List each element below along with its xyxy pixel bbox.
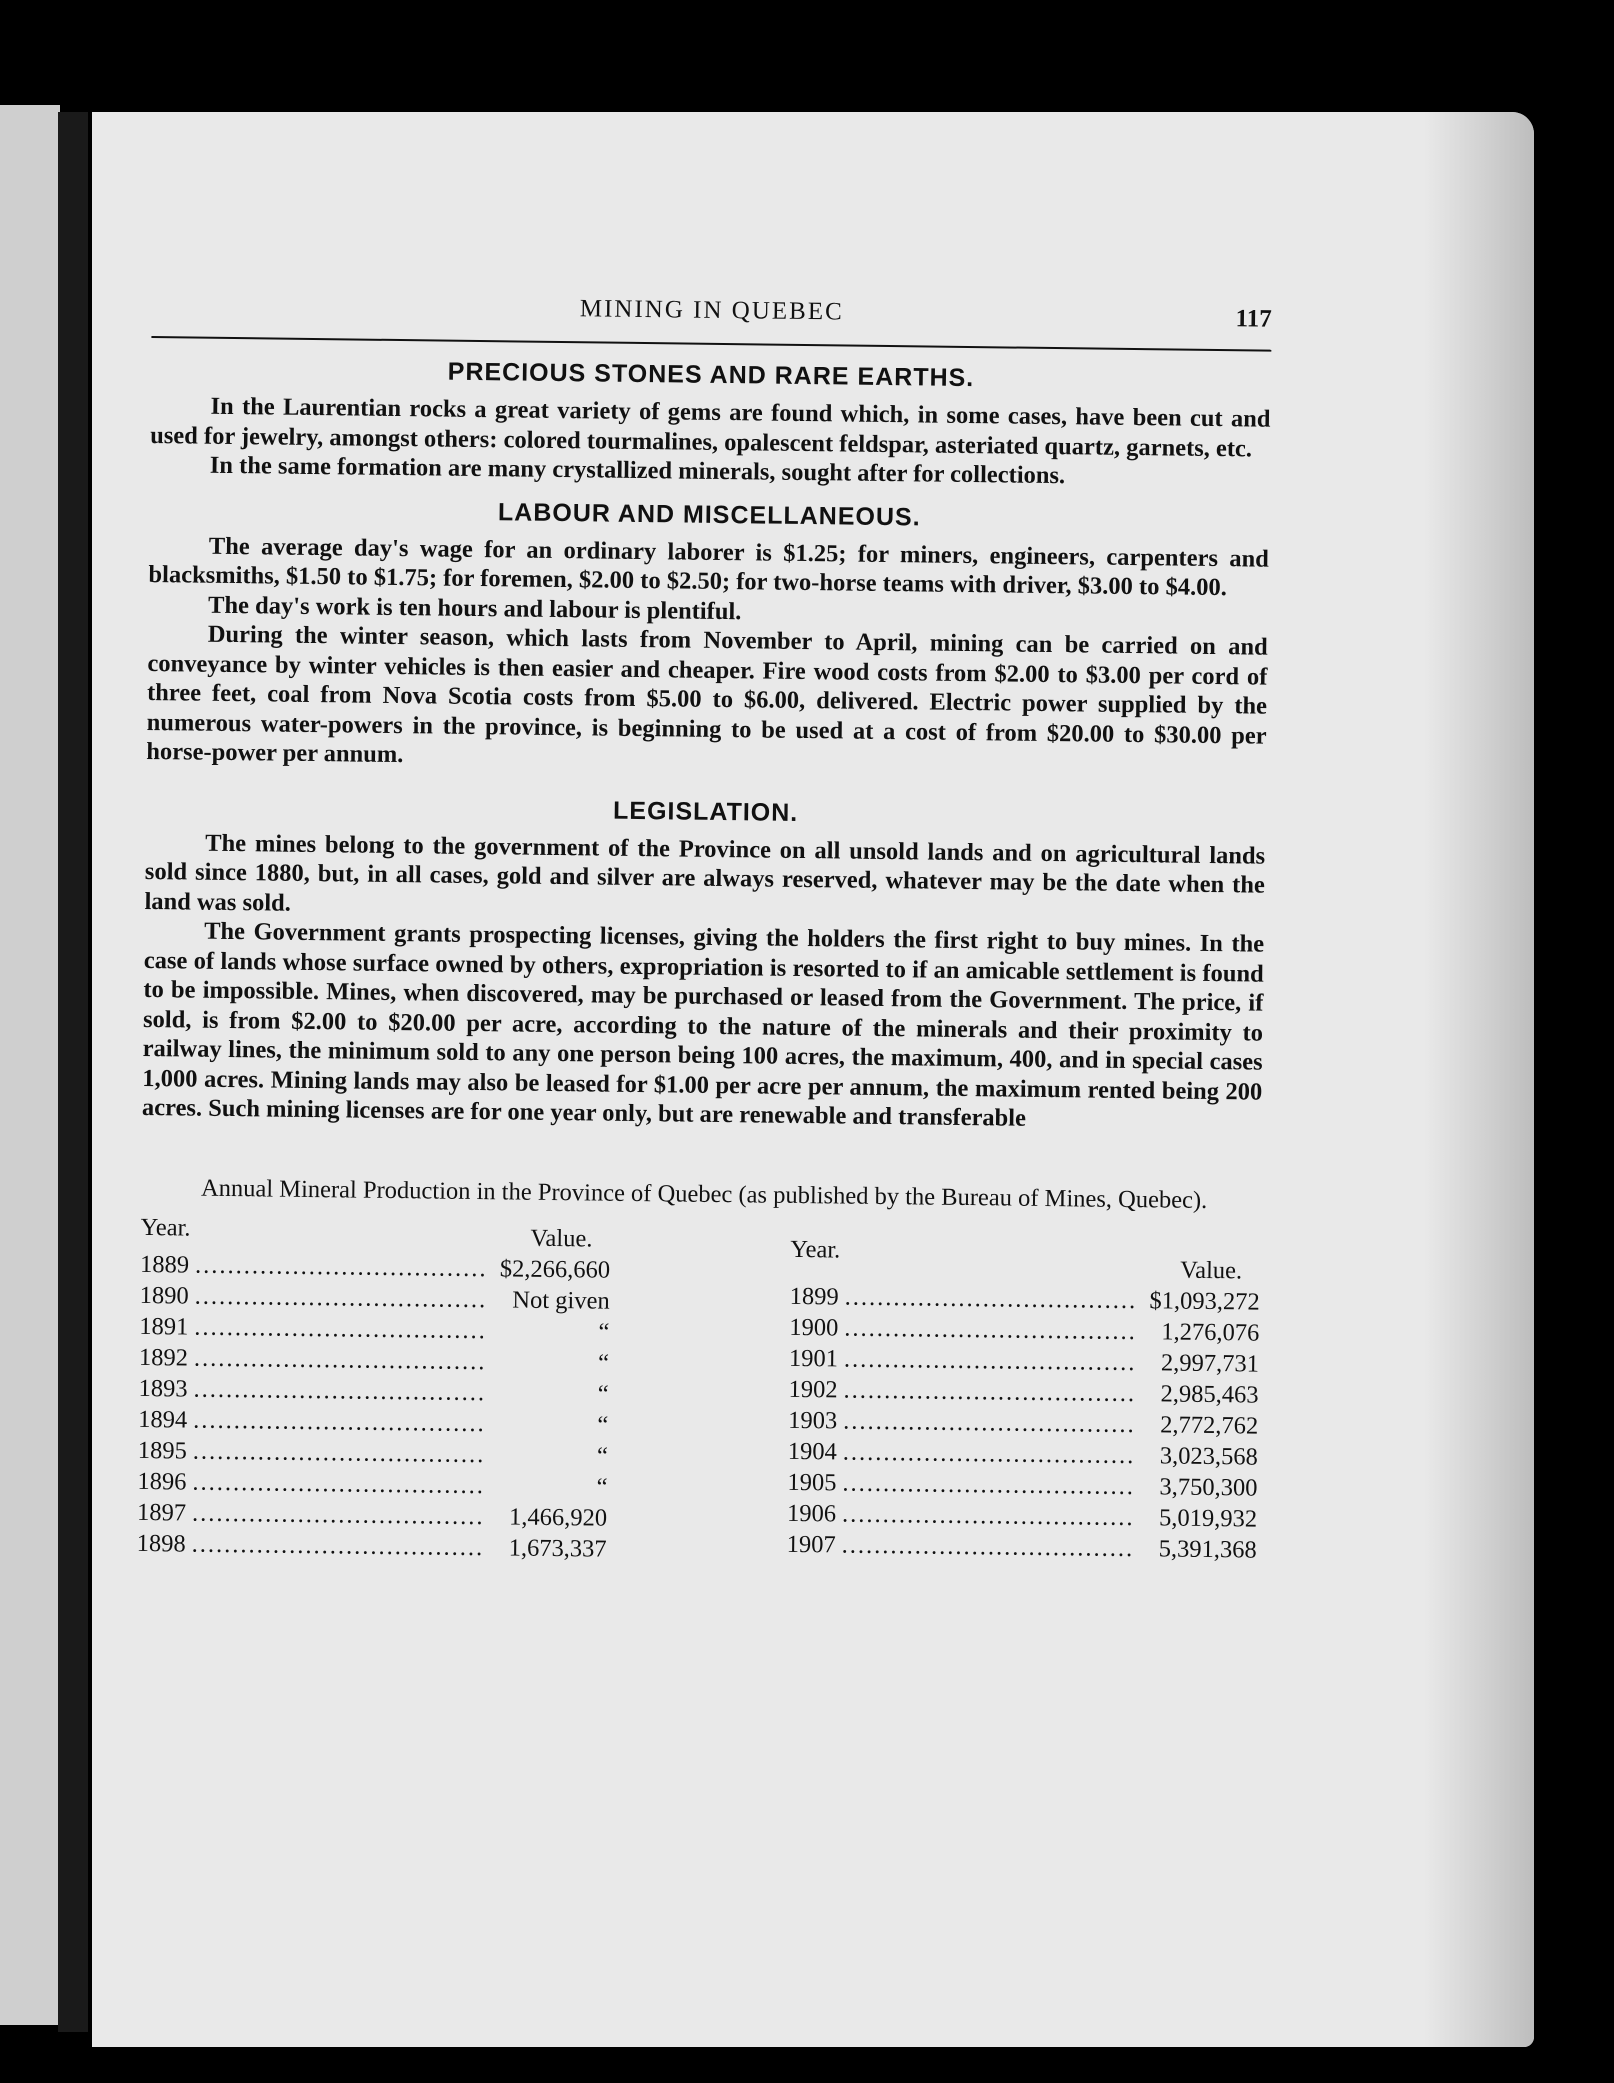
page-edge-shading <box>1424 112 1534 2047</box>
leader-dots <box>842 1499 1131 1534</box>
value-cell: $2,266,660 <box>499 1255 611 1284</box>
leader-dots <box>842 1530 1131 1565</box>
leader-dots <box>844 1313 1133 1348</box>
table-column-left <box>136 1212 610 1565</box>
value-cell: “ <box>597 1411 609 1439</box>
leader-dots <box>193 1436 482 1471</box>
leader-dots <box>192 1498 481 1533</box>
year-cell: 1895 <box>137 1436 187 1465</box>
value-cell: $1,093,272 <box>1149 1287 1260 1316</box>
value-cell: 2,985,463 <box>1160 1380 1259 1409</box>
year-cell: 1904 <box>787 1437 838 1466</box>
year-cell: 1891 <box>139 1312 189 1341</box>
page-content <box>136 290 1271 1573</box>
leader-dots <box>842 1468 1131 1503</box>
table-row <box>136 1528 606 1565</box>
value-header: Value. <box>1180 1256 1243 1285</box>
paragraph: The day's work is ten hours and labour is plentiful. <box>207 591 742 625</box>
section-legislation <box>142 790 1266 1136</box>
leader-dots <box>843 1375 1132 1410</box>
value-cell: 5,019,932 <box>1158 1504 1258 1533</box>
year-cell: 1894 <box>138 1405 188 1434</box>
value-header: Value. <box>530 1224 593 1253</box>
leader-dots <box>192 1467 481 1502</box>
paragraph: The Government grants prospecting licenses, giving the holders the first right to buy mines. In the case of lands whose surface owned by others, expropriation is resorted to if an amicable settlement is found to be impossible. Mines, when discovered, may be purchased or leased from the Government. The price, if sold, is from $2.00 to $20.00 per acre, according to the nature of the minerals and their proximity to railway lines, the minimum sold to any one person being 100 acres, the maximum, 400, and in special cases 1,000 acres. Mining lands may also be leased for $1.00 per acre per annum, the maximum rented being 200 acres. Such mining licenses are for one year only, but are renewable and transferable <box>141 917 1265 1132</box>
leader-dots <box>845 1282 1134 1317</box>
paragraph: During the winter season, which lasts from November to April, mining can be carried on and conveyance by winter vehicles is then easier and cheaper. Fire wood costs from $2.00 to $3.00 per cord of three feet, coal from Nova Scotia costs from $5.00 to $6.00, delivered. Electric power supplied by the numerous water-powers in the province, is beginning to be used at a cost of from $20.00 to $30.00 per horse-power per annum. <box>146 620 1268 769</box>
table-column-right <box>786 1234 1260 1573</box>
book-page <box>92 112 1534 2047</box>
value-cell: “ <box>596 1442 608 1470</box>
year-cell: 1898 <box>136 1529 186 1558</box>
year-cell: 1899 <box>789 1282 839 1311</box>
section-heading: PRECIOUS STONES AND RARE EARTHS. <box>447 357 975 393</box>
year-cell: 1900 <box>789 1313 839 1342</box>
year-cell: 1901 <box>788 1344 839 1373</box>
paragraph: The average day's wage for an ordinary laborer is $1.25; for miners, engineers, carpenters and blacksmiths, $1.50 to $1.75; for foremen, $2.00 to $2.50; for two-horse teams with driver, $3.00 to $4.00. <box>148 532 1269 602</box>
value-cell: “ <box>597 1349 610 1377</box>
value-cell: 2,997,731 <box>1160 1349 1260 1378</box>
year-cell: 1905 <box>787 1468 837 1497</box>
value-cell: 1,673,337 <box>508 1534 607 1563</box>
section-heading: LEGISLATION. <box>612 796 799 827</box>
value-cell: 3,750,300 <box>1159 1473 1258 1502</box>
running-header <box>152 290 1272 344</box>
value-cell: “ <box>598 1318 610 1346</box>
leader-dots <box>193 1374 482 1409</box>
year-cell: 1893 <box>138 1374 188 1403</box>
table-row <box>787 1529 1257 1566</box>
leader-dots <box>195 1250 484 1285</box>
column-header <box>140 1212 610 1255</box>
production-table <box>136 1212 1260 1573</box>
leader-dots <box>195 1281 484 1316</box>
year-header: Year. <box>140 1213 191 1242</box>
paragraph: The mines belong to the government of the Province on all unsold lands and on agricultural lands sold since 1880, but, in all cases, gold and silver are always reserved, whatever may be the date when the land was sold. <box>144 829 1266 917</box>
value-cell: “ <box>596 1473 608 1501</box>
leader-dots <box>844 1344 1133 1379</box>
leader-dots <box>193 1405 482 1440</box>
column-header <box>790 1234 1261 1287</box>
year-cell: 1897 <box>136 1498 187 1527</box>
year-header: Year. <box>790 1235 841 1264</box>
leader-dots <box>194 1312 483 1347</box>
value-cell: 5,391,368 <box>1158 1535 1257 1564</box>
value-cell: 3,023,568 <box>1159 1442 1258 1471</box>
page-number: 117 <box>1235 305 1272 333</box>
table-rows <box>787 1281 1260 1566</box>
book-gutter <box>58 112 88 2032</box>
running-title: MINING IN QUEBEC <box>579 295 844 326</box>
paragraph: In the same formation are many crystallized minerals, sought after for collections. <box>209 451 1066 490</box>
table-rows <box>136 1249 610 1565</box>
leader-dots <box>191 1529 480 1564</box>
paragraph: In the Laurentian rocks a great variety of gems are found which, in some cases, have been cut and used for jewelry, amongst others: colored tourmalines, opalescent feldspar, asteriated quartz, garnets, etc. <box>150 392 1271 462</box>
section-labour <box>146 493 1269 780</box>
section-precious-stones <box>150 354 1271 493</box>
value-cell: Not given <box>512 1286 610 1315</box>
value-cell: “ <box>597 1380 609 1408</box>
left-page-edge <box>0 105 60 2025</box>
year-cell: 1902 <box>788 1375 838 1404</box>
year-cell: 1907 <box>786 1530 836 1559</box>
year-cell: 1903 <box>788 1406 838 1435</box>
leader-dots <box>843 1437 1132 1472</box>
leader-dots <box>843 1406 1132 1441</box>
leader-dots <box>194 1343 483 1378</box>
year-cell: 1892 <box>138 1343 189 1372</box>
year-cell: 1896 <box>137 1467 187 1496</box>
value-cell: 1,466,920 <box>508 1503 608 1532</box>
value-cell: 2,772,762 <box>1160 1411 1259 1440</box>
year-cell: 1890 <box>139 1281 189 1310</box>
year-cell: 1906 <box>786 1499 837 1528</box>
year-cell: 1889 <box>139 1250 190 1279</box>
value-cell: 1,276,076 <box>1161 1318 1260 1347</box>
section-heading: LABOUR AND MISCELLANEOUS. <box>497 497 921 531</box>
table-caption: Annual Mineral Production in the Province of Quebec (as published by the Bureau of Mines, Quebec). <box>200 1174 1208 1214</box>
